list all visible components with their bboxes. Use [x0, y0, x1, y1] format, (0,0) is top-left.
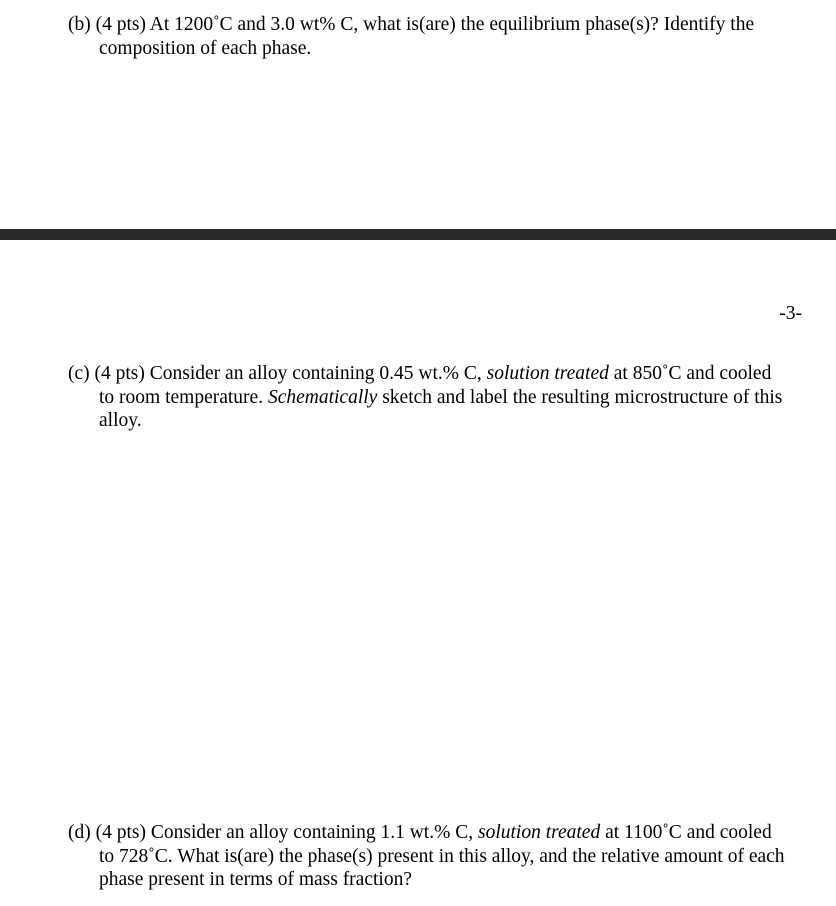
- page-break-bar: [0, 229, 836, 240]
- question-c-line-2: [68, 386, 782, 410]
- question-c-line-1-text-b: at 850˚C and cooled: [608, 363, 772, 384]
- question-d-line-3: phase present in terms of mass fraction?: [99, 869, 412, 890]
- question-d-line-1-text-b: at 1100˚C and cooled: [600, 822, 772, 843]
- question-d-line-1-text-a: (d) (4 pts) Consider an alloy containing 1.1 wt.% C,: [68, 822, 478, 843]
- question-c-line-1-emphasis: solution treated: [486, 363, 609, 384]
- question-d-line-2: to 728˚C. What is(are) the phase(s) present in this alloy, and the relative amount of each: [99, 845, 785, 867]
- page-3-section: [0, 240, 836, 906]
- question-b-line-2: composition of each phase.: [99, 37, 312, 59]
- page-number: -3-: [779, 303, 802, 324]
- question-c-line-3: alloy.: [99, 410, 142, 431]
- question-c-line-1-text-a: (c) (4 pts) Consider an alloy containing 0.45 wt.% C,: [68, 363, 487, 384]
- question-d-line-1: [68, 821, 785, 845]
- question-c: [68, 362, 782, 433]
- question-d: [68, 821, 785, 892]
- question-c-line-2-text-b: sketch and label the resulting microstructure of this: [377, 386, 783, 408]
- question-b: [68, 13, 754, 60]
- question-b-line-1: (b) (4 pts) At 1200˚C and 3.0 wt% C, what is(are) the equilibrium phase(s)? Identify the: [68, 14, 755, 35]
- page-2-bottom-section: [0, 0, 836, 229]
- question-c-line-1: [68, 362, 782, 386]
- question-c-line-2-emphasis: Schematically: [267, 386, 378, 408]
- question-d-line-1-emphasis: solution treated: [477, 822, 601, 843]
- question-c-line-2-text-a: to room temperature.: [99, 386, 268, 408]
